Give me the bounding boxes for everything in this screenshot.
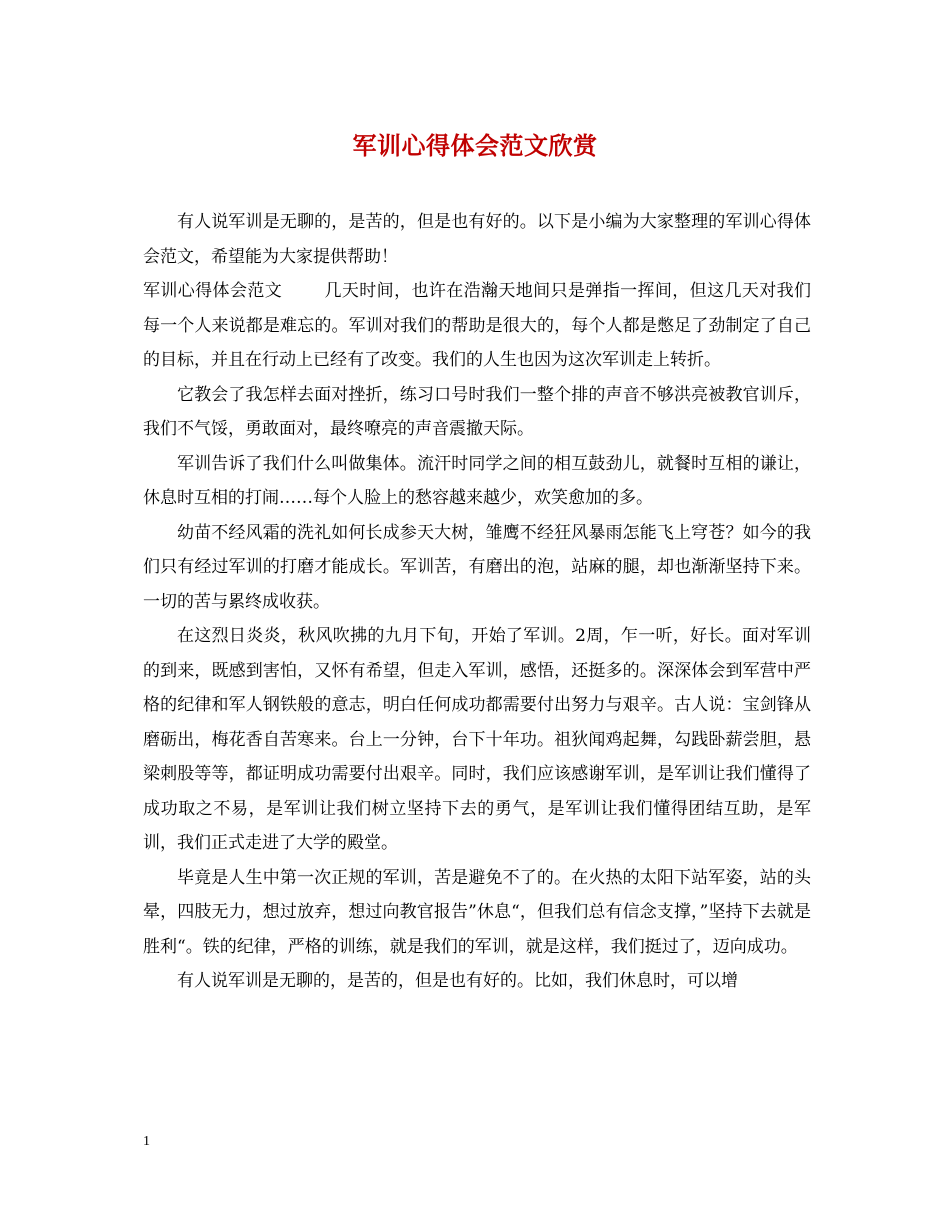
body-paragraph: 毕竟是人生中第一次正规的军训，苦是避免不了的。在火热的太阳下站军姿，站的头晕，四肢无力，想过放弃，想过向教官报告”休息“，但我们总有信念支撑，”坚持下去就是胜利“。铁的纪律，严格的训练，就是我们的军训，就是这样，我们挺过了，迈向成功。 [143, 867, 811, 957]
section-label: 军训心得体会范文 [143, 281, 283, 301]
body-paragraph: 有人说军训是无聊的，是苦的，但是也有好的。比如，我们休息时，可以增 [177, 971, 738, 991]
body-paragraph: 军训告诉了我们什么叫做集体。流汗时同学之间的相互鼓劲儿，就餐时互相的谦让，休息时互相的打闹……每个人脸上的愁容越来越少，欢笑愈加的多。 [143, 453, 811, 508]
page-number: 1 [143, 1134, 150, 1149]
section-first-text: 几天时间，也许在浩瀚天地间只是弹指一挥间，但这几天对我们每一个人来说都是难忘的。军训对我们的帮助是很大的，每个人都是憋足了劲制定了自己的目标，并且在行动上已经有了改变。我们的人生也因为这次军训走上转折。 [143, 281, 812, 370]
body-paragraph: 在这烈日炎炎，秋风吹拂的九月下旬，开始了军训。2周，乍一听，好长。面对军训的到来，既感到害怕，又怀有希望，但走入军训，感悟，还挺多的。深深体会到军营中严格的纪律和军人钢铁般的意志，明白任何成功都需要付出努力与艰辛。古人说：宝剑锋从磨砺出，梅花香自苦寒来。台上一分钟，台下十年功。祖狄闻鸡起舞，勾践卧薪尝胆，悬梁刺股等等，都证明成功需要付出艰辛。同时，我们应该感谢军训，是军训让我们懂得了成功取之不易，是军训让我们树立坚持下去的勇气，是军训让我们懂得团结互助，是军训，我们正式走进了大学的殿堂。 [143, 626, 811, 853]
body-paragraph: 幼苗不经风霜的洗礼如何长成参天大树，雏鹰不经狂风暴雨怎能飞上穹苍？如今的我们只有经过军训的打磨才能成长。军训苦，有磨出的泡，站麻的腿，却也渐渐坚持下来。一切的苦与累终成收获。 [143, 522, 811, 612]
section-first-paragraph [143, 274, 811, 378]
body-paragraph: 它教会了我怎样去面对挫折，练习口号时我们一整个排的声音不够洪亮被教官训斥，我们不气馁，勇敢面对，最终嘹亮的声音震撤天际。 [143, 384, 811, 439]
document-title: 军训心得体会范文欣赏 [352, 131, 598, 160]
intro-paragraph: 有人说军训是无聊的，是苦的，但是也有好的。以下是小编为大家整理的军训心得体会范文，希望能为大家提供帮助！ [143, 212, 811, 267]
document-body [143, 205, 811, 999]
